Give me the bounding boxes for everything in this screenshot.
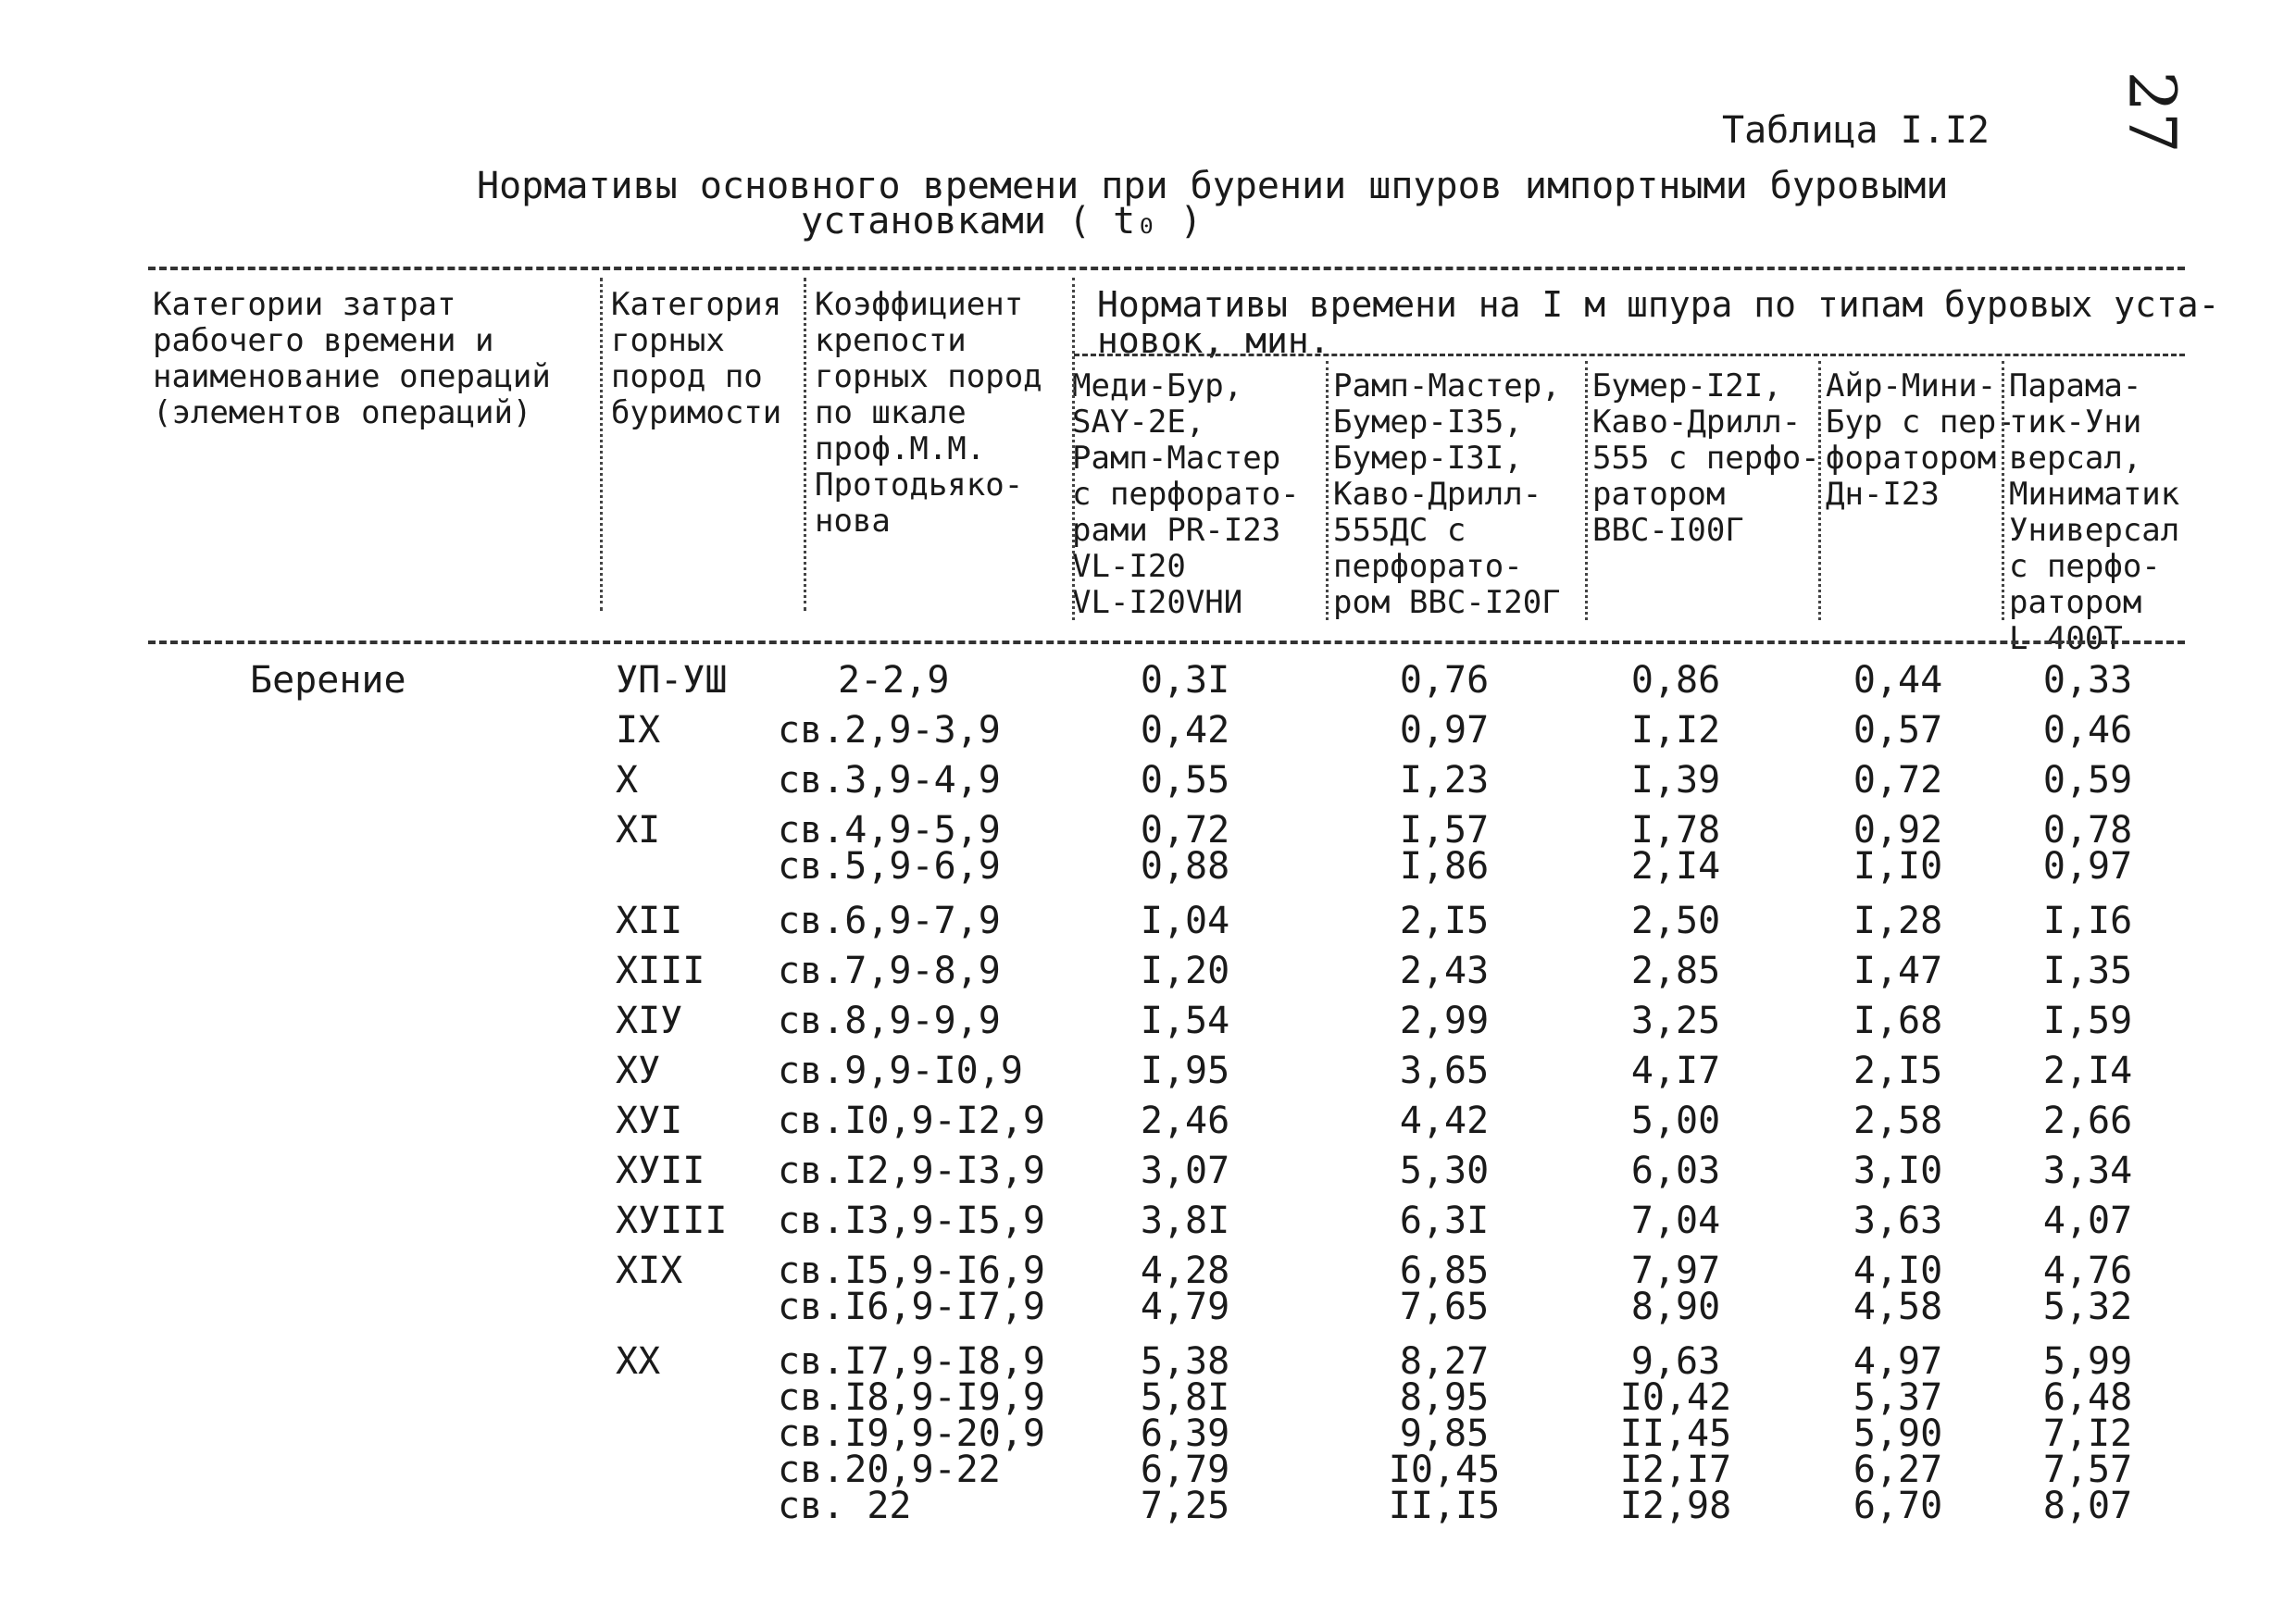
norm-time-cell: 3,I0 — [1853, 1150, 1943, 1192]
norm-time-cell: 0,97 — [2042, 845, 2133, 888]
header-text-line: с перфорато- — [1072, 476, 1300, 513]
rock-category-cell: УП-УШ — [616, 659, 728, 702]
norm-time-cell: 6,79 — [1140, 1449, 1230, 1491]
header-text-line: проф.М.М. — [815, 430, 986, 467]
rock-category-cell: XIУ — [616, 1000, 683, 1042]
norm-time-cell: 8,07 — [2042, 1485, 2133, 1527]
norm-time-cell: 3,25 — [1630, 1000, 1721, 1042]
header-text-line: горных пород — [815, 358, 1042, 395]
header-text-line: L 400T — [2009, 620, 2123, 657]
norm-time-cell: 7,97 — [1630, 1250, 1721, 1292]
norm-time-cell: 8,95 — [1399, 1376, 1490, 1419]
header-text-line: Категория — [611, 286, 782, 323]
norm-time-cell: 6,39 — [1140, 1412, 1230, 1455]
header-machine-3 — [1592, 368, 1820, 549]
header-text-line: новок, мин. — [1097, 320, 1330, 361]
header-text-line: буримости — [611, 394, 782, 431]
norm-time-cell: 0,3I — [1140, 659, 1230, 702]
norm-time-cell: 0,44 — [1853, 659, 1943, 702]
operation-name: Берение — [250, 659, 406, 702]
norm-time-cell: I,28 — [1853, 900, 1943, 942]
norm-time-cell: 3,8I — [1140, 1200, 1230, 1242]
norm-time-cell: 2,I5 — [1853, 1050, 1943, 1092]
norm-time-cell: 7,65 — [1399, 1286, 1490, 1328]
rock-category-cell: IX — [616, 709, 661, 752]
norm-time-cell: I,35 — [2042, 950, 2133, 992]
page-mark: 27 — [2114, 70, 2190, 154]
norm-time-cell: 2,50 — [1630, 900, 1721, 942]
norm-time-cell: 4,76 — [2042, 1250, 2133, 1292]
strength-coef-cell: св.3,9-4,9 — [778, 759, 1001, 802]
header-text-line: Рамп-Мастер, — [1333, 367, 1561, 404]
norm-time-cell: I0,45 — [1388, 1449, 1501, 1491]
norm-time-cell: 5,30 — [1399, 1150, 1490, 1192]
norm-time-cell: 6,85 — [1399, 1250, 1490, 1292]
rock-category-cell: XУI — [616, 1100, 683, 1142]
header-separator — [1072, 278, 1075, 620]
norm-time-cell: 2,I4 — [2042, 1050, 2133, 1092]
norm-time-cell: 0,33 — [2042, 659, 2133, 702]
header-text-line: Парама- — [2009, 367, 2142, 404]
norm-time-cell: 7,57 — [2042, 1449, 2133, 1491]
header-text-line: Категории затрат — [153, 286, 456, 323]
norm-time-cell: 0,88 — [1140, 845, 1230, 888]
header-text-line: перфорато- — [1333, 548, 1523, 585]
norm-time-cell: 0,46 — [2042, 709, 2133, 752]
header-text-line: Дн-I23 — [1826, 476, 1940, 513]
header-col-rock-category — [611, 287, 781, 431]
strength-coef-cell: св.I3,9-I5,9 — [778, 1200, 1045, 1242]
norm-time-cell: I,78 — [1630, 809, 1721, 852]
header-text-line: Айр-Мини- — [1826, 367, 1997, 404]
norm-time-cell: 2,66 — [2042, 1100, 2133, 1142]
table-title-line1: Нормативы основного времени при бурении шпуров импортными буровыми — [477, 165, 1949, 207]
norm-time-cell: 4,07 — [2042, 1200, 2133, 1242]
norm-time-cell: 6,3I — [1399, 1200, 1490, 1242]
strength-coef-cell: св.I0,9-I2,9 — [778, 1100, 1045, 1142]
norm-time-cell: 7,I2 — [2042, 1412, 2133, 1455]
header-text-line: ВВС-I00Г — [1592, 512, 1744, 549]
norm-time-cell: 4,I0 — [1853, 1250, 1943, 1292]
norm-time-cell: 0,86 — [1630, 659, 1721, 702]
norm-time-cell: 0,97 — [1399, 709, 1490, 752]
header-machine-2 — [1333, 368, 1561, 621]
norm-time-cell: 4,58 — [1853, 1286, 1943, 1328]
header-text-line: ром ВВС-I20Г — [1333, 584, 1561, 621]
norm-time-cell: 5,37 — [1853, 1376, 1943, 1419]
norm-time-cell: I,I6 — [2042, 900, 2133, 942]
header-text-line: Каво-Дрилл- — [1333, 476, 1542, 513]
norm-time-cell: II,I5 — [1388, 1485, 1501, 1527]
header-text-line: Меди-Бур, — [1072, 367, 1243, 404]
strength-coef-cell: св.I5,9-I6,9 — [778, 1250, 1045, 1292]
norm-time-cell: 4,79 — [1140, 1286, 1230, 1328]
norm-time-cell: 4,42 — [1399, 1100, 1490, 1142]
header-separator — [1585, 361, 1588, 620]
norm-time-cell: 2,58 — [1853, 1100, 1943, 1142]
header-machine-4 — [1826, 368, 2015, 513]
header-text-line: ратором — [2009, 584, 2142, 621]
norm-time-cell: 0,76 — [1399, 659, 1490, 702]
norm-time-cell: 5,38 — [1140, 1340, 1230, 1383]
norm-time-cell: 0,57 — [1853, 709, 1943, 752]
header-text-line: VL-I20 — [1072, 548, 1186, 585]
header-text-line: версал, — [2009, 440, 2142, 477]
rock-category-cell: XУII — [616, 1150, 705, 1192]
header-machine-5 — [2009, 368, 2179, 657]
norm-time-cell: 5,32 — [2042, 1286, 2133, 1328]
header-text-line: форатором — [1826, 440, 1997, 477]
strength-coef-cell: св.I8,9-I9,9 — [778, 1376, 1045, 1419]
norm-time-cell: 6,27 — [1853, 1449, 1943, 1491]
header-text-line: Бумер-I35, — [1333, 404, 1523, 441]
norm-time-cell: 2,I5 — [1399, 900, 1490, 942]
header-machine-1 — [1072, 368, 1300, 621]
header-text-line: ратором — [1592, 476, 1726, 513]
header-text-line: рами PR-I23 — [1072, 512, 1281, 549]
rock-category-cell: XУIII — [616, 1200, 728, 1242]
table-title-line2: установками ( t₀ ) — [801, 200, 1203, 243]
strength-coef-cell: св.5,9-6,9 — [778, 845, 1001, 888]
header-text-line: с перфо- — [2009, 548, 2161, 585]
strength-coef-cell: св.9,9-I0,9 — [778, 1050, 1023, 1092]
norm-time-cell: 0,42 — [1140, 709, 1230, 752]
norm-time-cell: I,57 — [1399, 809, 1490, 852]
norm-time-cell: 8,90 — [1630, 1286, 1721, 1328]
header-separator — [1326, 361, 1329, 620]
norm-time-cell: 5,90 — [1853, 1412, 1943, 1455]
norm-time-cell: 5,00 — [1630, 1100, 1721, 1142]
norm-time-cell: 3,34 — [2042, 1150, 2133, 1192]
header-text-line: Рамп-Мастер — [1072, 440, 1281, 477]
rock-category-cell: XIX — [616, 1250, 683, 1292]
norm-time-cell: 9,85 — [1399, 1412, 1490, 1455]
rock-category-cell: XII — [616, 900, 683, 942]
norm-time-cell: I,47 — [1853, 950, 1943, 992]
strength-coef-cell: св.I6,9-I7,9 — [778, 1286, 1045, 1328]
header-col-strength-coef — [815, 287, 1042, 540]
header-col-operation — [153, 287, 551, 431]
header-text-line: крепости — [815, 322, 967, 359]
strength-coef-cell: св.4,9-5,9 — [778, 809, 1001, 852]
norm-time-cell: 0,59 — [2042, 759, 2133, 802]
norm-time-cell: 0,78 — [2042, 809, 2133, 852]
header-text-line: Нормативы времени на I м шпура по типам буровых уста- — [1097, 284, 2220, 325]
header-text-line: 555ДС с — [1333, 512, 1466, 549]
norm-time-cell: 2,85 — [1630, 950, 1721, 992]
norm-time-cell: I,23 — [1399, 759, 1490, 802]
header-separator — [1818, 361, 1821, 620]
strength-coef-cell: св.I7,9-I8,9 — [778, 1340, 1045, 1383]
header-group-rule — [1074, 354, 2185, 356]
strength-coef-cell: св.8,9-9,9 — [778, 1000, 1001, 1042]
header-text-line: Коэффициент — [815, 286, 1024, 323]
norm-time-cell: 3,65 — [1399, 1050, 1490, 1092]
norm-time-cell: I2,I7 — [1619, 1449, 1732, 1491]
rock-category-cell: XX — [616, 1340, 661, 1383]
header-text-line: VL-I20VHИ — [1072, 584, 1243, 621]
header-text-line: по шкале — [815, 394, 967, 431]
header-text-line: рабочего времени и — [153, 322, 494, 359]
norm-time-cell: I0,42 — [1619, 1376, 1732, 1419]
norm-time-cell: I,I2 — [1630, 709, 1721, 752]
norm-time-cell: 3,63 — [1853, 1200, 1943, 1242]
header-top-rule — [148, 267, 2185, 270]
norm-time-cell: 4,I7 — [1630, 1050, 1721, 1092]
norm-time-cell: I,39 — [1630, 759, 1721, 802]
norm-time-cell: 6,48 — [2042, 1376, 2133, 1419]
header-text-line: нова — [815, 503, 891, 540]
norm-time-cell: 5,8I — [1140, 1376, 1230, 1419]
header-text-line: Бур с пер- — [1826, 404, 2015, 441]
header-text-line: наименование операций — [153, 358, 551, 395]
strength-coef-cell: св.20,9-22 — [778, 1449, 1001, 1491]
norm-time-cell: II,45 — [1619, 1412, 1732, 1455]
norm-time-cell: 5,99 — [2042, 1340, 2133, 1383]
norm-time-cell: 6,70 — [1853, 1485, 1943, 1527]
strength-coef-cell: св.I9,9-20,9 — [778, 1412, 1045, 1455]
header-col-norms-group — [1097, 284, 2220, 361]
norm-time-cell: 2,46 — [1140, 1100, 1230, 1142]
header-text-line: (элементов операций) — [153, 394, 532, 431]
norm-time-cell: 3,07 — [1140, 1150, 1230, 1192]
norm-time-cell: 2,43 — [1399, 950, 1490, 992]
header-text-line: Протодьяко- — [815, 466, 1024, 504]
norm-time-cell: 0,72 — [1853, 759, 1943, 802]
norm-time-cell: I,68 — [1853, 1000, 1943, 1042]
norm-time-cell: I,95 — [1140, 1050, 1230, 1092]
norm-time-cell: 2,99 — [1399, 1000, 1490, 1042]
strength-coef-cell: св.I2,9-I3,9 — [778, 1150, 1045, 1192]
norm-time-cell: I,20 — [1140, 950, 1230, 992]
header-bottom-rule — [148, 641, 2185, 644]
header-text-line: горных — [611, 322, 725, 359]
header-text-line: SAY-2E, — [1072, 404, 1205, 441]
norm-time-cell: I,I0 — [1853, 845, 1943, 888]
norm-time-cell: 0,72 — [1140, 809, 1230, 852]
strength-coef-cell: св.7,9-8,9 — [778, 950, 1001, 992]
rock-category-cell: X — [616, 759, 639, 802]
header-text-line: Миниматик — [2009, 476, 2180, 513]
norm-time-cell: I,04 — [1140, 900, 1230, 942]
norm-time-cell: 4,28 — [1140, 1250, 1230, 1292]
norm-time-cell: 4,97 — [1853, 1340, 1943, 1383]
rock-category-cell: XI — [616, 809, 661, 852]
norm-time-cell: 6,03 — [1630, 1150, 1721, 1192]
strength-coef-cell: св.6,9-7,9 — [778, 900, 1001, 942]
header-separator — [600, 278, 603, 611]
strength-coef-cell: св.2,9-3,9 — [778, 709, 1001, 752]
rock-category-cell: XУ — [616, 1050, 661, 1092]
header-text-line: Бумер-I3I, — [1333, 440, 1523, 477]
header-text-line: 555 с перфо- — [1592, 440, 1820, 477]
header-separator — [804, 278, 806, 611]
norm-time-cell: 2,I4 — [1630, 845, 1721, 888]
norm-time-cell: I2,98 — [1619, 1485, 1732, 1527]
norm-time-cell: I,54 — [1140, 1000, 1230, 1042]
strength-coef-cell: св. 22 — [778, 1485, 912, 1527]
norm-time-cell: 7,04 — [1630, 1200, 1721, 1242]
norm-time-cell: 0,55 — [1140, 759, 1230, 802]
norm-time-cell: I,59 — [2042, 1000, 2133, 1042]
header-text-line: Каво-Дрилл- — [1592, 404, 1802, 441]
norm-time-cell: 8,27 — [1399, 1340, 1490, 1383]
norm-time-cell: 9,63 — [1630, 1340, 1721, 1383]
rock-category-cell: XIII — [616, 950, 705, 992]
header-text-line: пород по — [611, 358, 763, 395]
norm-time-cell: I,86 — [1399, 845, 1490, 888]
norm-time-cell: 7,25 — [1140, 1485, 1230, 1527]
header-text-line: Универсал — [2009, 512, 2180, 549]
header-text-line: тик-Уни — [2009, 404, 2142, 441]
norm-time-cell: 0,92 — [1853, 809, 1943, 852]
table-label: Таблица I.I2 — [1722, 109, 1990, 152]
strength-coef-cell: 2-2,9 — [838, 659, 950, 702]
header-text-line: Бумер-I2I, — [1592, 367, 1782, 404]
header-separator — [2002, 361, 2004, 620]
